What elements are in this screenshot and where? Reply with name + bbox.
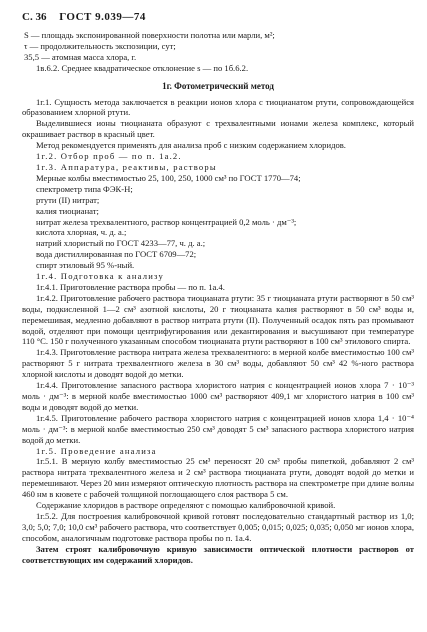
equipment-item: натрий хлористый по ГОСТ 4233—77, ч. д. а.;	[36, 238, 206, 249]
paragraph: Затем строят калибровочную кривую зависимости оптической плотности растворов от соответствующих им содержаний хлоридов.	[22, 543, 414, 565]
formula-explanation: 35,5 — атомная масса хлора, г.	[24, 51, 137, 62]
page-number: С. 36	[22, 11, 47, 23]
subsection-heading: 1г.2. Отбор проб — по п. 1а.2.	[36, 151, 182, 162]
paragraph: 1г.5.2. Для построения калибровочной кривой готовят последовательно стандартный раствор из 1,0; 3,0; 5,0; 7,0; 10,0 см³ рабочего раствора, что соответствует 0,005; 0,015; 0,025; 0,035; 0,050 мг ионов хлора, способом, аналогичным подготовке раствора пробы по п. 1а.4.	[22, 510, 414, 543]
standard-number: ГОСТ 9.039—74	[59, 11, 146, 23]
subsection-heading: 1г.4. Подготовка к анализу	[36, 271, 164, 282]
equipment-item: нитрат железа трехвалентного, раствор концентрацией 0,2 моль · дм⁻³;	[36, 216, 297, 227]
paragraph: 1г.4.4. Приготовление запасного раствора хлористого натрия с концентрацией ионов хлора 7 · 10⁻³ моль · дм⁻³: в мерной колбе вместимостью 1000 см³ растворяют 409,1 мг хлористого натрия в 100 см³ воды и доводят водой до метки.	[22, 380, 414, 412]
subsection-heading: 1г.3. Аппаратура, реактивы, растворы	[36, 161, 217, 172]
paragraph: 1г.4.1. Приготовление раствора пробы — по п. 1а.4.	[36, 281, 225, 292]
equipment-item: вода дистиллированная по ГОСТ 6709—72;	[36, 249, 197, 260]
formula-explanation: S — площадь экспонированной поверхности полотна или марли, м²;	[24, 30, 275, 40]
equipment-item: спектрометр типа ФЭК-Н;	[36, 183, 133, 194]
paragraph: 1г.5.1. В мерную колбу вместимостью 25 см³ переносят 20 см³ пробы пипеткой, добавляют 2 см³ раствора нитрата трехвалентного железа и 2 см³ раствора тиоцианата ртути, доводят водой до метки и перемешивают. Через 20 мин измеряют оптическую плотность раствора на спектрометре при длине волны 460 нм в кювете с рабочей толщиной поглощающего слоя раствора 5 см.	[22, 456, 414, 500]
page-header	[22, 10, 414, 24]
paragraph: Выделившиеся ионы тиоцианата образуют с трехвалентными ионами железа комплекс, который окрашивает раствор в красный цвет.	[22, 118, 414, 140]
paragraph: 1г.4.3. Приготовление раствора нитрата железа трехвалентного: в мерной колбе вместимостью 100 см³ растворяют 5 г нитрата трехвалентного железа в 30 см³ воды, добавляют 50 см³ 42 %-ного раствора хлорной кислоты и доводят водой до метки.	[22, 347, 414, 380]
equipment-item: Мерные колбы вместимостью 25, 100, 250, 1000 см³ по ГОСТ 1770—74;	[36, 172, 301, 183]
subsection-heading: 1г.5. Проведение анализа	[36, 445, 157, 456]
equipment-item: кислота хлорная, ч. д. а.;	[36, 227, 127, 238]
paragraph: Метод рекомендуется применять для анализа проб с низким содержанием хлоридов.	[36, 140, 346, 151]
paragraph: 1в.6.2. Среднее квадратическое отклонение s — по 1б.6.2.	[36, 62, 249, 73]
document-page	[22, 10, 414, 566]
formula-explanation: τ — продолжительность экспозиции, сут;	[24, 40, 176, 51]
equipment-item: ртути (II) нитрат;	[36, 194, 100, 205]
paragraph: 1г.4.2. Приготовление рабочего раствора тиоцианата ртути: 35 г тиоцианата ртути растворяют в 50 см³ воды, подкисленной 1—2 см³ азотной кислоты, 20 г тиоцианата калия растворяют в 50 см³ воды и, перемешивая, медленно добавляют в раствор нитрата ртути (II). Полученный осадок пять раз промывают водой, отделяют при помощи центрифугирования или декантирования и высушивают при температуре 110 °С. 150 г полученного указанным способом тиоцианата ртути растворяют в 100 см³ этилового спирта.	[22, 292, 414, 347]
paragraph: Содержание хлоридов в растворе определяют с помощью калибровочной кривой.	[36, 500, 336, 511]
paragraph: 1г.1. Сущность метода заключается в реакции ионов хлора с тиоцианатом ртути, сопровождающейся образованием хлорной ртути.	[22, 96, 414, 118]
paragraph: 1г.4.5. Приготовление рабочего раствора хлористого натрия с концентрацией ионов хлора 1,4 · 10⁻⁴ моль · дм⁻³: в мерной колбе вместимостью 250 см³ доводят 5 см³ запасного раствора хлористого натрия водой до метки.	[22, 412, 414, 445]
equipment-item: спирт этиловый 95 %-ный.	[36, 260, 135, 271]
section-title: 1г. Фотометрический метод	[162, 80, 274, 91]
equipment-item: калия тиоцианат;	[36, 205, 99, 216]
